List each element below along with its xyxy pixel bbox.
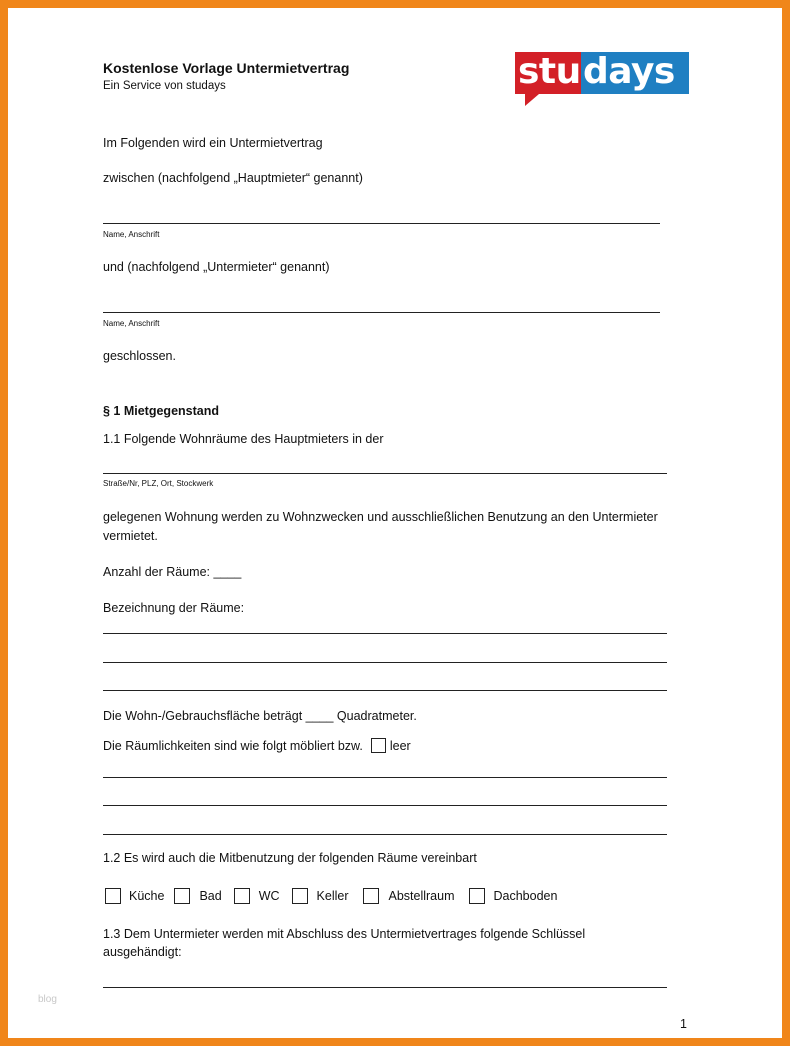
- label-keller: Keller: [316, 889, 349, 903]
- area-line: Die Wohn-/Gebrauchsfläche beträgt ____ Quadratmeter.: [103, 709, 417, 723]
- logo-speech-tail: [525, 94, 539, 106]
- shared-rooms-row: [105, 888, 557, 904]
- label-kueche: Küche: [129, 889, 165, 903]
- field-line-hauptmieter[interactable]: [103, 223, 660, 224]
- paragraph-1-3-line-1: 1.3 Dem Untermieter werden mit Abschluss des Untermietvertrages folgende Schlüssel: [103, 927, 586, 941]
- checkbox-leer[interactable]: [371, 738, 386, 753]
- paragraph-1-3-line-2: ausgehändigt:: [103, 945, 182, 959]
- watermark-text: blog: [38, 994, 57, 1005]
- furnished-row: [103, 738, 411, 753]
- field-line-untermieter[interactable]: [103, 312, 660, 313]
- intro-line-2: zwischen (nachfolgend „Hauptmieter“ genannt): [103, 171, 363, 185]
- field-line-rooms-3[interactable]: [103, 690, 667, 691]
- checkbox-leer-label: leer: [389, 738, 411, 753]
- document-subtitle: Ein Service von studays: [103, 80, 226, 92]
- document-title: Kostenlose Vorlage Untermietvertrag: [103, 60, 350, 76]
- checkbox-keller[interactable]: [292, 888, 308, 904]
- checkbox-wc[interactable]: [234, 888, 250, 904]
- checkbox-bad[interactable]: [174, 888, 190, 904]
- label-dachboden: Dachboden: [493, 889, 558, 903]
- studays-logo: [515, 52, 689, 106]
- field-line-keys[interactable]: [103, 987, 667, 988]
- paragraph-usage-line-1: gelegenen Wohnung werden zu Wohnzwecken und ausschließlichen Benutzung an den Untermieter: [103, 510, 658, 524]
- page-number: 1: [680, 1017, 687, 1031]
- checkbox-kueche[interactable]: [105, 888, 121, 904]
- intro-line-1: Im Folgenden wird ein Untermietvertrag: [103, 136, 323, 150]
- logo-text-days: days: [583, 51, 675, 92]
- field-line-furnished-1[interactable]: [103, 777, 667, 778]
- paragraph-1-1: 1.1 Folgende Wohnräume des Hauptmieters in der: [103, 432, 384, 446]
- label-wc: WC: [258, 889, 280, 903]
- furnished-text: Die Räumlichkeiten sind wie folgt möbliert bzw.: [103, 738, 363, 753]
- caption-address: Straße/Nr, PLZ, Ort, Stockwerk: [103, 479, 214, 488]
- rooms-label: Bezeichnung der Räume:: [103, 601, 245, 615]
- caption-untermieter: Name, Anschrift: [103, 319, 160, 328]
- field-line-address[interactable]: [103, 473, 667, 474]
- checkbox-abstellraum[interactable]: [363, 888, 379, 904]
- field-line-furnished-2[interactable]: [103, 805, 667, 806]
- rooms-count: Anzahl der Räume: ____: [103, 565, 242, 579]
- field-line-rooms-2[interactable]: [103, 662, 667, 663]
- caption-hauptmieter: Name, Anschrift: [103, 230, 160, 239]
- logo-text-stu: stu: [518, 51, 581, 92]
- intro-line-3: und (nachfolgend „Untermieter“ genannt): [103, 260, 330, 274]
- label-abstellraum: Abstellraum: [388, 889, 455, 903]
- label-bad: Bad: [199, 889, 222, 903]
- intro-line-4: geschlossen.: [103, 349, 176, 363]
- section-heading: § 1 Mietgegenstand: [103, 404, 219, 418]
- field-line-rooms-1[interactable]: [103, 633, 667, 634]
- paragraph-1-2: 1.2 Es wird auch die Mitbenutzung der folgenden Räume vereinbart: [103, 851, 477, 865]
- checkbox-dachboden[interactable]: [469, 888, 485, 904]
- field-line-furnished-3[interactable]: [103, 834, 667, 835]
- paragraph-usage-line-2: vermietet.: [103, 529, 158, 543]
